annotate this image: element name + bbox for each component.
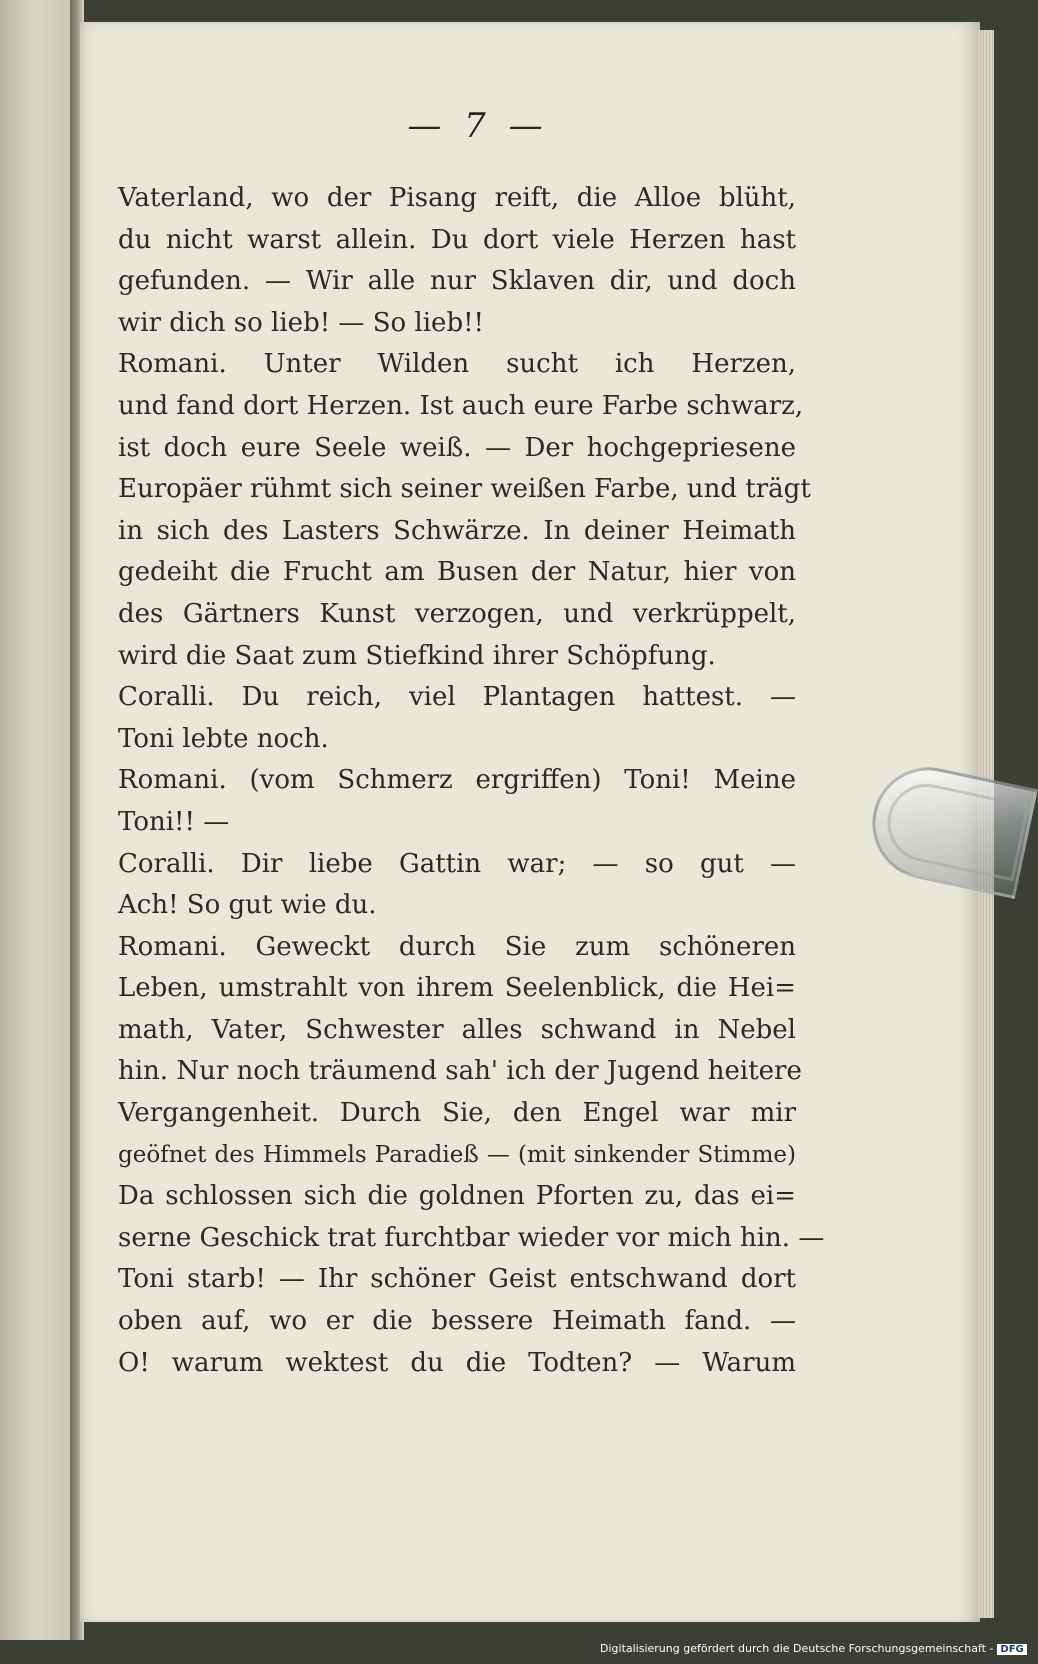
text-line: Ach! So gut wie du. [118, 890, 377, 921]
text-line: gefunden. — Wir alle nur Sklaven dir, und doch [118, 266, 796, 297]
page-number: — 7 — [407, 106, 549, 146]
page-text [118, 178, 825, 1384]
text-line: O! warum wektest du die Todten? — Warum [118, 1347, 796, 1378]
text-line: geöfnet des Himmels Paradieß — (mit sinkender Stimme) [118, 1141, 796, 1168]
text-line: oben auf, wo er die bessere Heimath fand. — [118, 1306, 796, 1337]
text-line: des Gärtners Kunst verzogen, und verkrüppelt, [118, 598, 796, 629]
text-line: Toni!! — [118, 806, 230, 837]
text-line: Vergangenheit. Durch Sie, den Engel war mir [118, 1098, 796, 1129]
text-line: und fand dort Herzen. Ist auch eure Farbe schwarz, [118, 390, 804, 421]
text-line: hin. Nur noch träumend sah' ich der Jugend heitere [118, 1056, 802, 1087]
digitization-footer [600, 1642, 1024, 1655]
text-line: in sich des Lasters Schwärze. In deiner Heimath [118, 515, 796, 546]
text-line: Europäer rühmt sich seiner weißen Farbe, und trägt [118, 474, 811, 505]
text-line: Da schlossen sich die goldnen Pforten zu, das ei= [118, 1181, 796, 1212]
text-line: Romani. Geweckt durch Sie zum schöneren [118, 931, 796, 962]
dfg-logo: DFG [997, 1644, 1026, 1655]
text-line: wird die Saat zum Stiefkind ihrer Schöpfung. [118, 640, 716, 671]
text-line: Vaterland, wo der Pisang reift, die Alloe blüht, [118, 183, 796, 213]
page-clip-inner [880, 777, 1029, 882]
text-line: serne Geschick trat furchtbar wieder vor mich hin. — [118, 1222, 825, 1253]
text-line: Leben, umstrahlt von ihrem Seelenblick, die Hei= [118, 973, 796, 1004]
text-line: Romani. Unter Wilden sucht ich Herzen, [118, 349, 796, 380]
text-line: wir dich so lieb! — So lieb!! [118, 307, 484, 338]
text-line: Toni starb! — Ihr schöner Geist entschwand dort [118, 1264, 796, 1295]
text-line: Coralli. Dir liebe Gattin war; — so gut — [118, 848, 796, 879]
text-line: Toni lebte noch. [118, 723, 329, 754]
text-line: Romani. (vom Schmerz ergriffen) Toni! Meine [118, 765, 796, 796]
footer-text: Digitalisierung gefördert durch die Deutsche Forschungsgemeinschaft - [600, 1642, 994, 1655]
text-line: du nicht warst allein. Du dort viele Herzen hast [118, 224, 796, 255]
left-page-edge [0, 0, 78, 1640]
text-line: gedeiht die Frucht am Busen der Natur, hier von [118, 557, 796, 588]
text-line: math, Vater, Schwester alles schwand in Nebel [118, 1014, 796, 1045]
text-line: Coralli. Du reich, viel Plantagen hattest. — [118, 682, 796, 713]
text-line: ist doch eure Seele weiß. — Der hochgepriesene [118, 432, 796, 463]
